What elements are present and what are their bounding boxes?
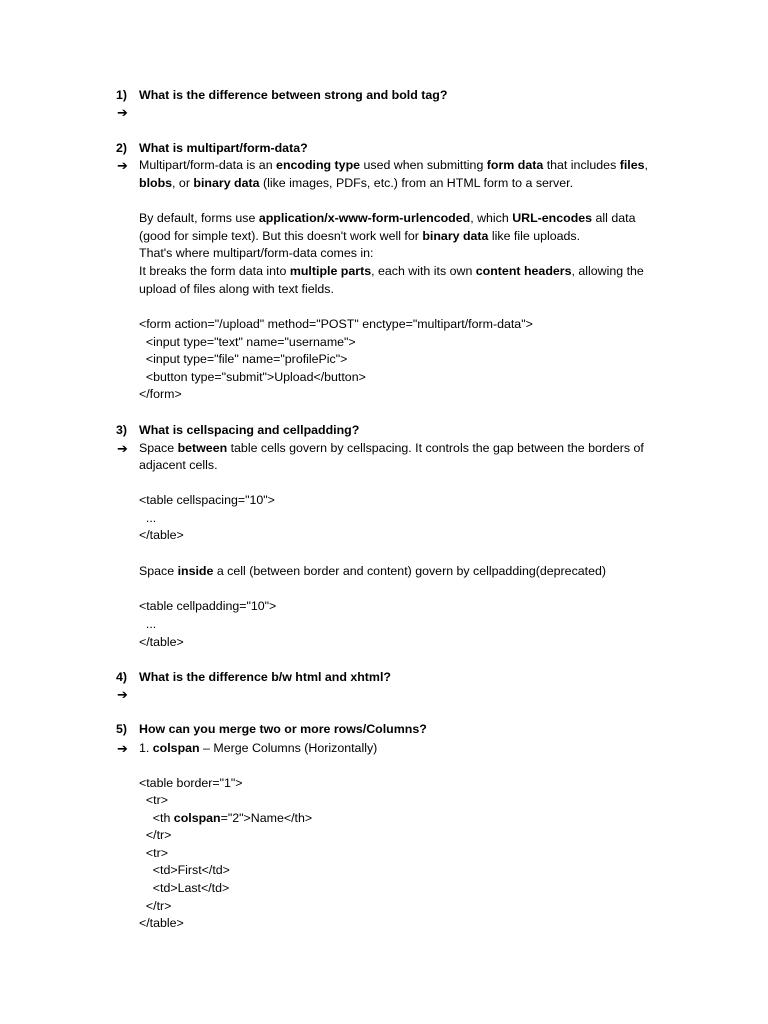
- question-number: 1): [116, 88, 128, 102]
- question-4: [116, 670, 391, 684]
- answer-line: blobs, or binary data (like images, PDFs, etc.) from an HTML form to a server.: [139, 176, 574, 190]
- code-line: </table>: [139, 916, 184, 930]
- question-3: [116, 423, 359, 437]
- code-line: </table>: [139, 635, 184, 649]
- code-line: <table cellspacing="10">: [139, 493, 275, 507]
- arrow-bullet-icon: ➔: [117, 687, 128, 702]
- code-line: </form>: [139, 387, 182, 401]
- code-line: <form action="/upload" method="POST" enctype="multipart/form-data">: [139, 317, 533, 331]
- question-1: [116, 88, 447, 102]
- question-number: 4): [116, 670, 128, 684]
- code-line: ...: [139, 511, 157, 525]
- question-number: 2): [116, 141, 128, 155]
- code-line: <button type="submit">Upload</button>: [139, 370, 366, 384]
- code-line: <td>Last</td>: [139, 881, 230, 895]
- question-title: What is multipart/form-data?: [139, 141, 308, 155]
- code-line: <td>First</td>: [139, 863, 230, 877]
- arrow-bullet-icon: ➔: [117, 105, 128, 120]
- code-line: ...: [139, 617, 157, 631]
- question-number: 5): [116, 722, 128, 736]
- arrow-bullet-icon: ➔: [117, 741, 128, 756]
- code-line: <th colspan="2">Name</th>: [139, 811, 313, 825]
- answer-line: That's where multipart/form-data comes in:: [139, 246, 374, 260]
- answer-line: (good for simple text). But this doesn't work well for binary data like file uploads.: [139, 229, 581, 243]
- question-2: [116, 141, 308, 155]
- question-title: What is cellspacing and cellpadding?: [139, 423, 360, 437]
- code-line: <input type="text" name="username">: [139, 335, 356, 349]
- code-line: <tr>: [139, 846, 168, 860]
- answer-line: Multipart/form-data is an encoding type used when submitting form data that includes files,: [139, 158, 648, 172]
- question-title: How can you merge two or more rows/Columns?: [139, 722, 427, 736]
- answer-line: 1. colspan – Merge Columns (Horizontally): [139, 741, 378, 755]
- answer-line: It breaks the form data into multiple parts, each with its own content headers, allowing the: [139, 264, 644, 278]
- answer-line: adjacent cells.: [139, 458, 218, 472]
- code-line: <input type="file" name="profilePic">: [139, 352, 348, 366]
- question-title: What is the difference b/w html and xhtml?: [139, 670, 391, 684]
- question-number: 3): [116, 423, 128, 437]
- code-line: <table cellpadding="10">: [139, 599, 277, 613]
- answer-line: By default, forms use application/x-www-form-urlencoded, which URL-encodes all data: [139, 211, 636, 225]
- code-line: <table border="1">: [139, 776, 243, 790]
- answer-line: Space inside a cell (between border and content) govern by cellpadding(deprecated): [139, 564, 607, 578]
- answer-line: upload of files along with text fields.: [139, 282, 334, 296]
- arrow-bullet-icon: ➔: [117, 441, 128, 456]
- arrow-bullet-icon: ➔: [117, 158, 128, 173]
- answer-line: Space between table cells govern by cellspacing. It controls the gap between the borders of: [139, 441, 644, 455]
- question-title: What is the difference between strong and bold tag?: [139, 88, 448, 102]
- code-line: </tr>: [139, 899, 172, 913]
- code-line: </table>: [139, 528, 184, 542]
- code-line: </tr>: [139, 828, 172, 842]
- code-line: <tr>: [139, 793, 168, 807]
- question-5: [116, 722, 427, 736]
